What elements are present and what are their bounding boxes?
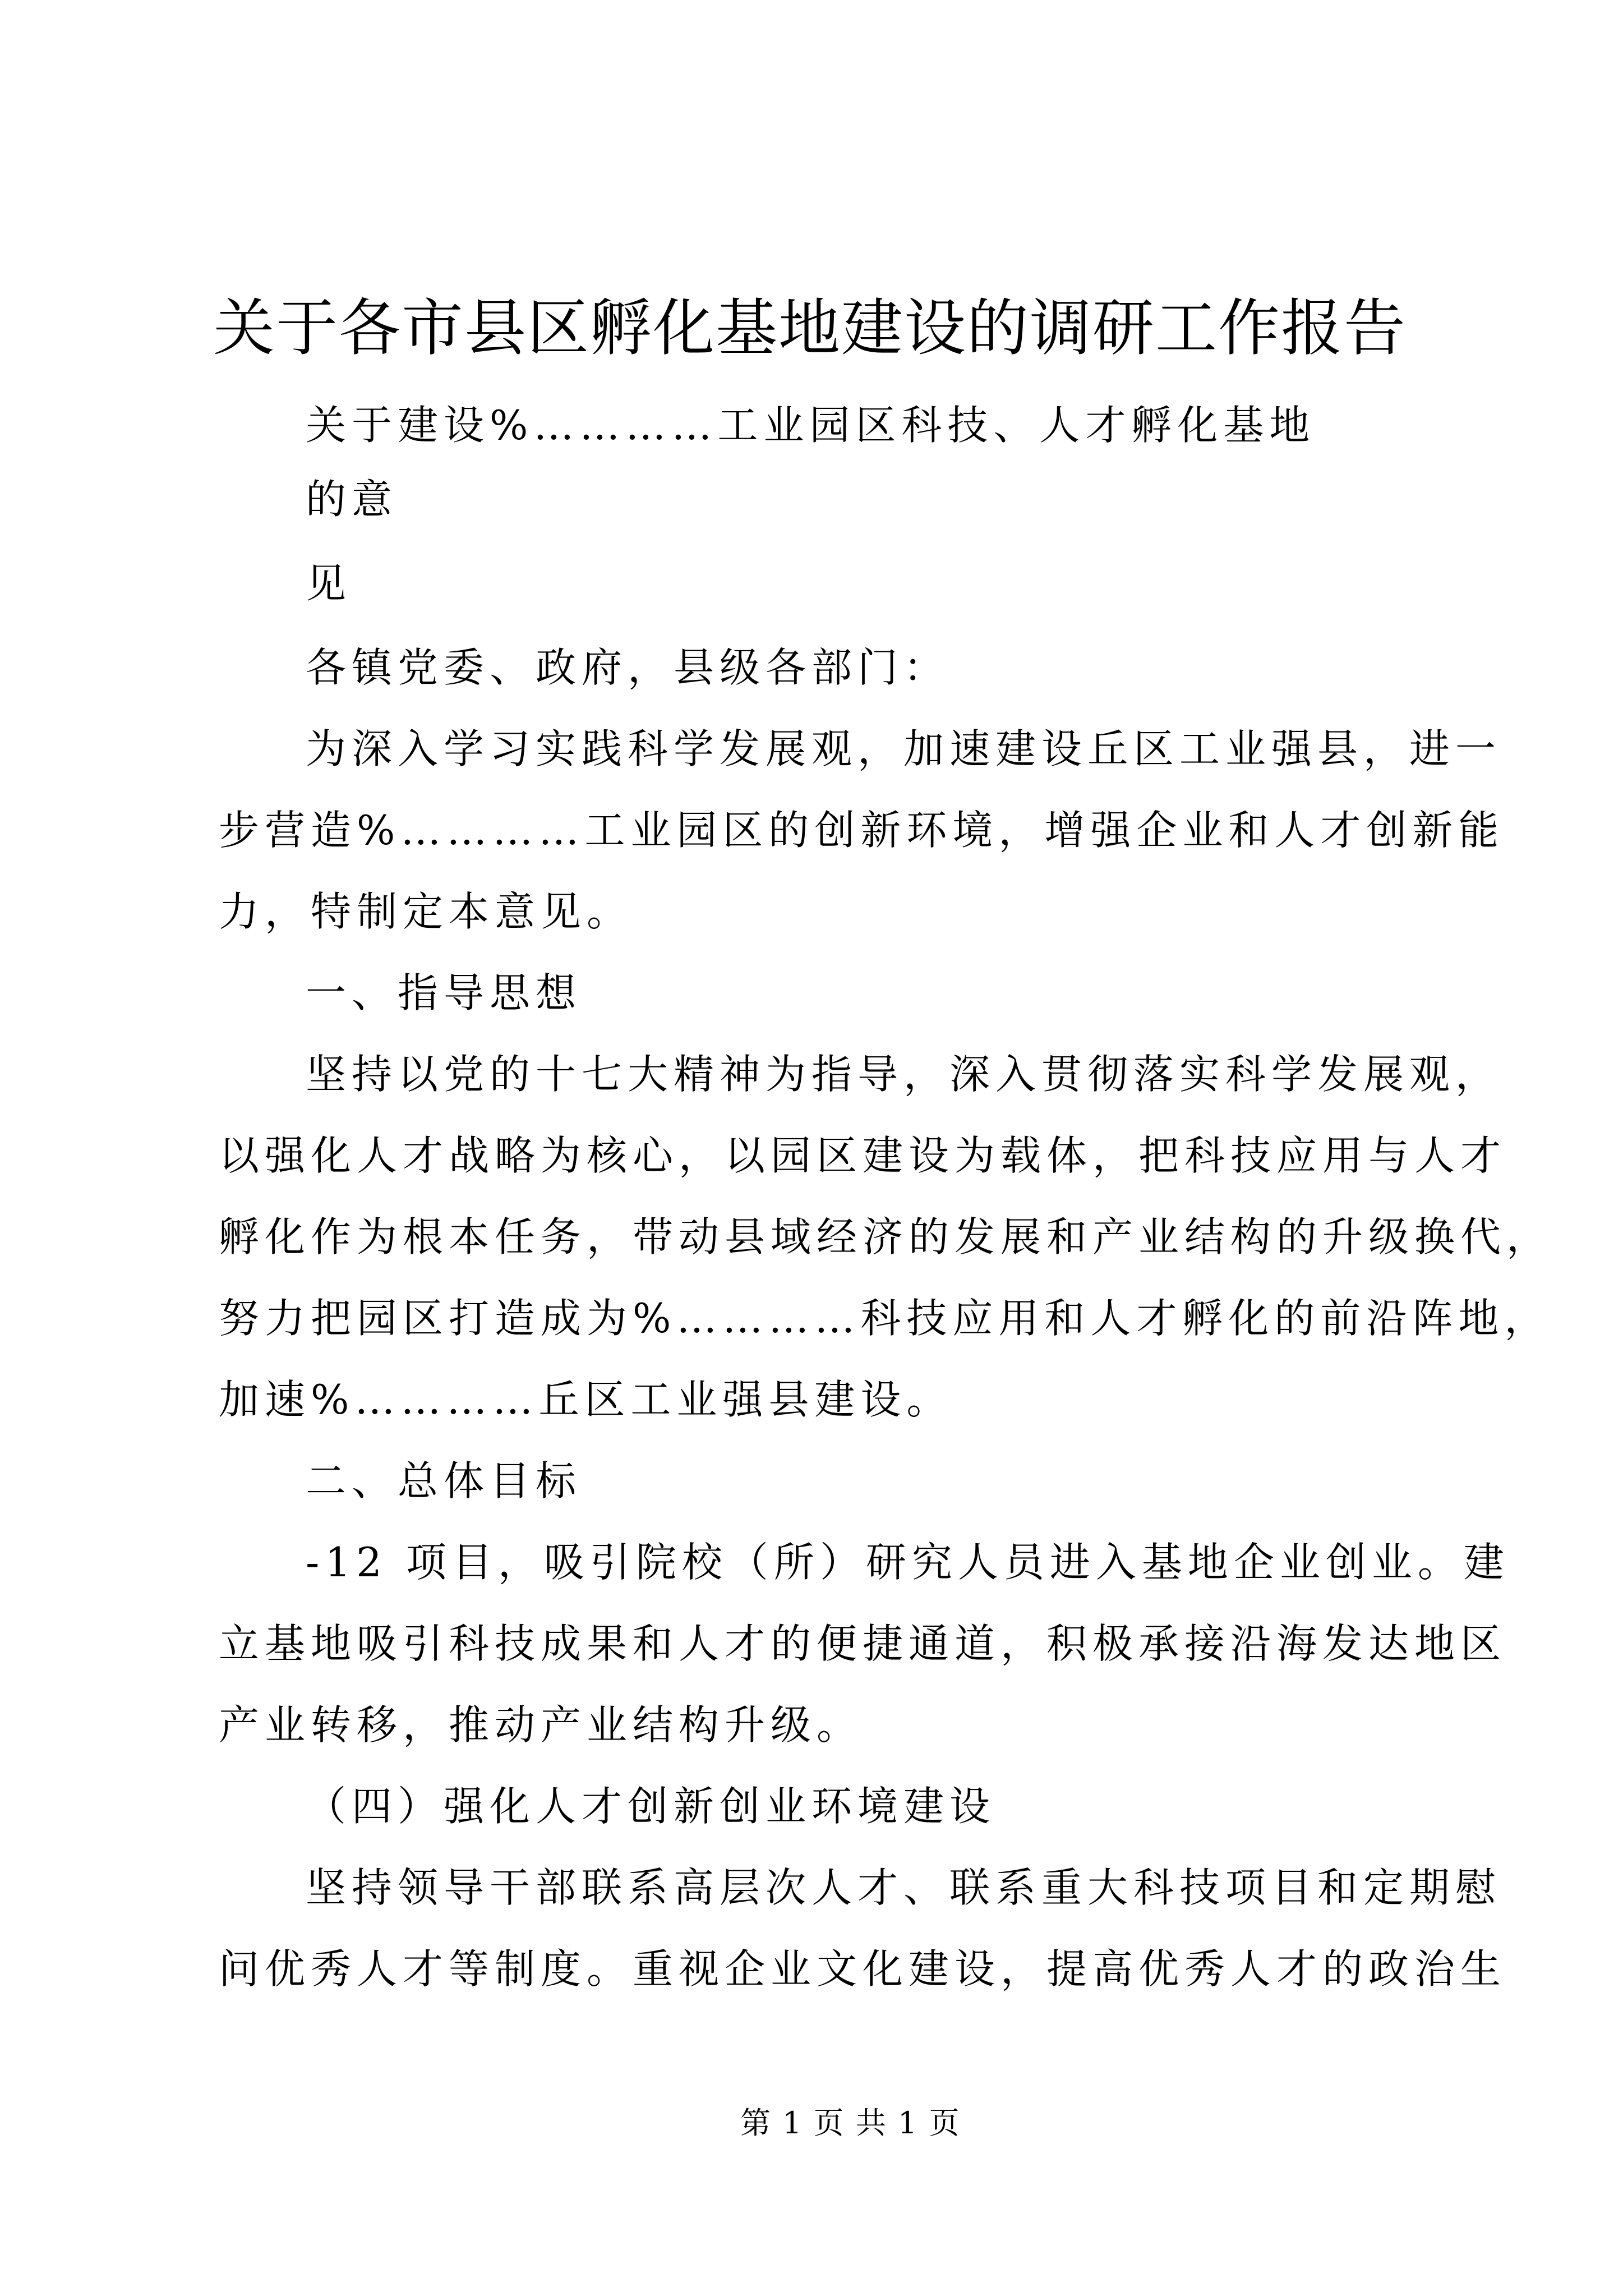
body-line-13: 加速%…………丘区工业强县建设。 <box>219 1376 953 1423</box>
body-line-15: -12 项目，吸引院校（所）研究人员进入基地企业创业。建 <box>306 1539 1510 1586</box>
body-line-1: 关于建设%…………工业园区科技、人才孵化基地 <box>306 402 1316 449</box>
body-line-2: 的意 <box>306 476 398 523</box>
body-line-6: 步营造%…………工业园区的创新环境，增强企业和人才创新能 <box>219 807 1505 854</box>
body-line-7: 力，特制定本意见。 <box>219 888 633 935</box>
body-line-10: 以强化人才战略为核心，以园区建设为载体，把科技应用与人才 <box>219 1132 1507 1179</box>
body-line-19: 坚持领导干部联系高层次人才、联系重大科技项目和定期慰 <box>306 1864 1502 1911</box>
body-line-11: 孵化作为根本任务，带动县域经济的发展和产业结构的升级换代， <box>219 1213 1553 1260</box>
body-line-3: 见 <box>306 560 352 607</box>
body-line-5: 为深入学习实践科学发展观，加速建设丘区工业强县，进一 <box>306 725 1502 772</box>
body-line-16: 立基地吸引科技成果和人才的便捷通道，积极承接沿海发达地区 <box>219 1620 1507 1667</box>
section-heading-2: 二、总体目标 <box>306 1457 582 1504</box>
section-heading-3: （四）强化人才创新创业环境建设 <box>306 1783 996 1830</box>
body-line-12: 努力把园区打造成为%…………科技应用和人才孵化的前沿阵地， <box>219 1295 1551 1342</box>
page-number-footer: 第 1 页 共 1 页 <box>740 2105 961 2141</box>
section-heading-1: 一、指导思想 <box>306 969 582 1016</box>
body-line-4: 各镇党委、政府，县级各部门： <box>306 644 950 691</box>
body-line-17: 产业转移，推动产业结构升级。 <box>219 1701 863 1749</box>
document-title: 关于各市县区孵化基地建设的调研工作报告 <box>213 292 1407 364</box>
body-line-20: 问优秀人才等制度。重视企业文化建设，提高优秀人才的政治生 <box>219 1945 1507 1993</box>
body-line-9: 坚持以党的十七大精神为指导，深入贯彻落实科学发展观， <box>306 1051 1502 1098</box>
